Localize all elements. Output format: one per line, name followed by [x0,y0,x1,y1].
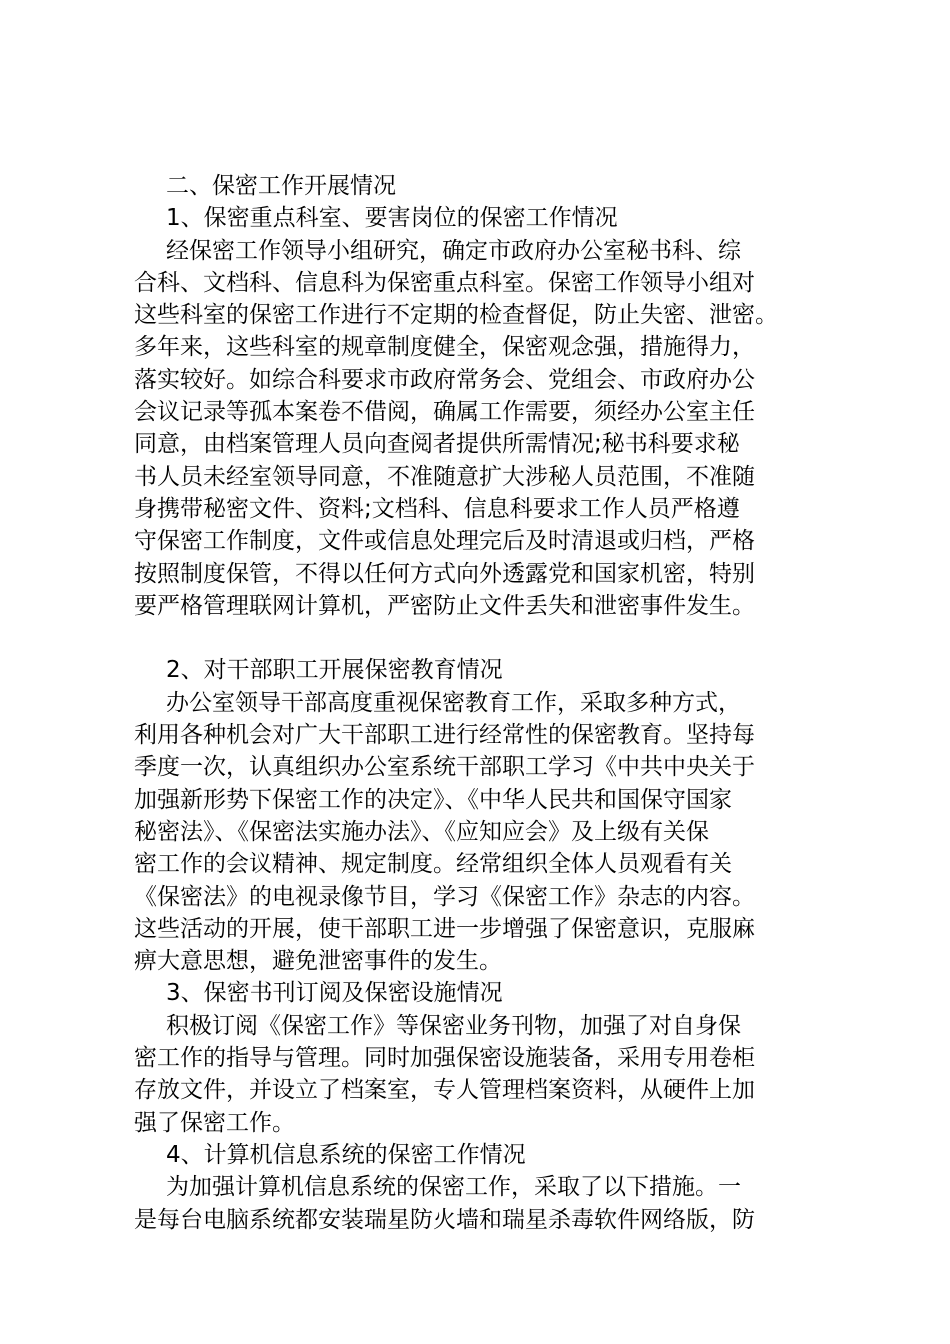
section4-title: 4、计算机信息系统的保密工作情况 [166,1141,526,1168]
paragraph-line: 季度一次，认真组织办公室系统干部职工学习《中共中央关于 [134,754,755,781]
paragraph-line: 书人员未经室领导同意，不准随意扩大涉秘人员范围，不准随 [134,463,755,490]
paragraph-line: 密工作的指导与管理。同时加强保密设施装备，采用专用卷柜 [134,1045,755,1072]
blank-line [134,622,834,654]
paragraph-line: 按照制度保管，不得以任何方式向外透露党和国家机密，特别 [134,560,755,587]
paragraph-line: 落实较好。如综合科要求市政府常务会、党组会、市政府办公 [134,366,755,393]
paragraph-line: 合科、文档科、信息科为保密重点科室。保密工作领导小组对 [134,269,755,296]
paragraph-line: 《保密法》的电视录像节目，学习《保密工作》杂志的内容。 [134,883,755,910]
paragraph-line: 身携带秘密文件、资料;文档科、信息科要求工作人员严格遵 [134,495,740,522]
paragraph-line: 办公室领导干部高度重视保密教育工作，采取多种方式， [166,689,741,716]
document-body [134,170,834,1236]
section2-title: 2、对干部职工开展保密教育情况 [166,657,503,684]
paragraph-line: 强了保密工作。 [134,1109,295,1136]
paragraph-line: 这些科室的保密工作进行不定期的检查督促，防止失密、泄密。 [134,302,778,329]
paragraph-line: 密工作的会议精神、规定制度。经常组织全体人员观看有关 [134,851,732,878]
paragraph-line: 秘密法》、《保密法实施办法》、《应知应会》及上级有关保 [134,818,709,845]
paragraph-line: 同意，由档案管理人员向查阅者提供所需情况;秘书科要求秘 [134,431,740,458]
section3-title: 3、保密书刊订阅及保密设施情况 [166,980,503,1007]
paragraph-line: 为加强计算机信息系统的保密工作，采取了以下措施。一 [166,1174,741,1201]
paragraph-line: 加强新形势下保密工作的决定》、《中华人民共和国保守国家 [134,786,732,813]
paragraph-line: 存放文件，并设立了档案室，专人管理档案资料，从硬件上加 [134,1077,755,1104]
section-heading: 二、保密工作开展情况 [166,173,396,199]
paragraph-line: 利用各种机会对广大干部职工进行经常性的保密教育。坚持每 [134,722,755,749]
paragraph-line: 要严格管理联网计算机，严密防止文件丢失和泄密事件发生。 [134,592,755,619]
paragraph-line: 是每台电脑系统都安装瑞星防火墙和瑞星杀毒软件网络版，防 [134,1206,755,1233]
paragraph-line: 会议记录等孤本案卷不借阅，确属工作需要，须经办公室主任 [134,399,755,426]
section1-title: 1、保密重点科室、要害岗位的保密工作情况 [166,205,618,232]
paragraph-line: 多年来，这些科室的规章制度健全，保密观念强，措施得力， [134,334,755,361]
paragraph-line: 积极订阅《保密工作》等保密业务刊物，加强了对自身保 [166,1012,741,1039]
paragraph-line: 经保密工作领导小组研究，确定市政府办公室秘书科、综 [166,237,741,264]
paragraph-line: 守保密工作制度，文件或信息处理完后及时清退或归档，严格 [134,528,755,555]
paragraph-line: 这些活动的开展，使干部职工进一步增强了保密意识，克服麻 [134,915,755,942]
paragraph-line: 痹大意思想，避免泄密事件的发生。 [134,948,502,975]
